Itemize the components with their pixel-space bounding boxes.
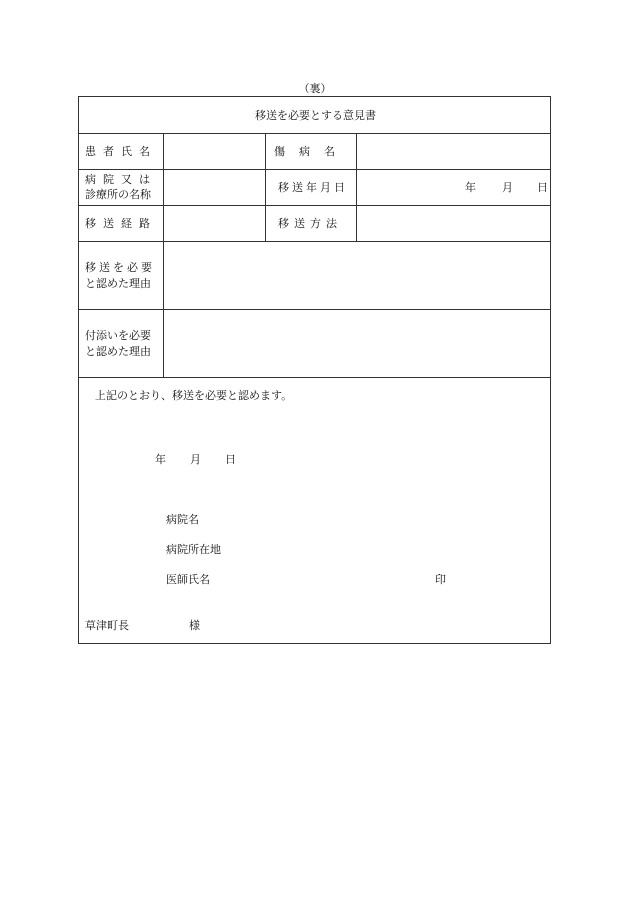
column-divider [356,133,357,241]
hospital-name-label-line1: 病院又は [85,173,157,186]
transfer-reason-label-line1: 移送を必要 [85,261,155,274]
declaration-month: 月 [190,453,201,466]
declaration-day: 日 [225,453,236,466]
transfer-opinion-form [78,96,551,644]
page-side-mark: （裏） [298,82,332,95]
attendant-reason-label-line2: と認めた理由 [85,345,151,358]
transfer-method-label: 移送方法 [278,217,342,230]
form-title: 移送を必要とする意見書 [255,109,376,122]
hospital-name-field-label: 病院名 [166,513,199,526]
addressee-honorific: 様 [189,619,200,632]
row-divider [79,205,550,206]
row-divider [79,241,550,242]
transfer-date-label: 移送年月日 [278,181,348,194]
transfer-route-label: 移送経路 [85,217,157,230]
transfer-date-day: 日 [537,181,548,194]
doctor-name-field-label: 医師氏名 [166,573,210,586]
attendant-reason-label-line1: 付添いを必要 [85,329,151,342]
row-divider [79,133,550,134]
addressee: 草津町長 [85,619,129,632]
seal-mark: 印 [435,573,446,586]
transfer-date-month: 月 [502,181,513,194]
declaration-year: 年 [155,453,166,466]
hospital-name-label-line2: 診療所の名称 [85,188,151,201]
declaration-statement: 上記のとおり、移送を必要と認めます。 [95,389,293,402]
disease-name-label: 傷病名 [274,145,349,158]
row-divider [79,377,550,378]
column-divider [163,133,164,377]
hospital-address-field-label: 病院所在地 [166,543,221,556]
column-divider [265,133,266,241]
transfer-reason-label-line2: と認めた理由 [85,277,151,290]
patient-name-label: 患者氏名 [85,145,157,158]
row-divider [79,169,550,170]
row-divider [79,309,550,310]
transfer-date-year: 年 [465,181,476,194]
